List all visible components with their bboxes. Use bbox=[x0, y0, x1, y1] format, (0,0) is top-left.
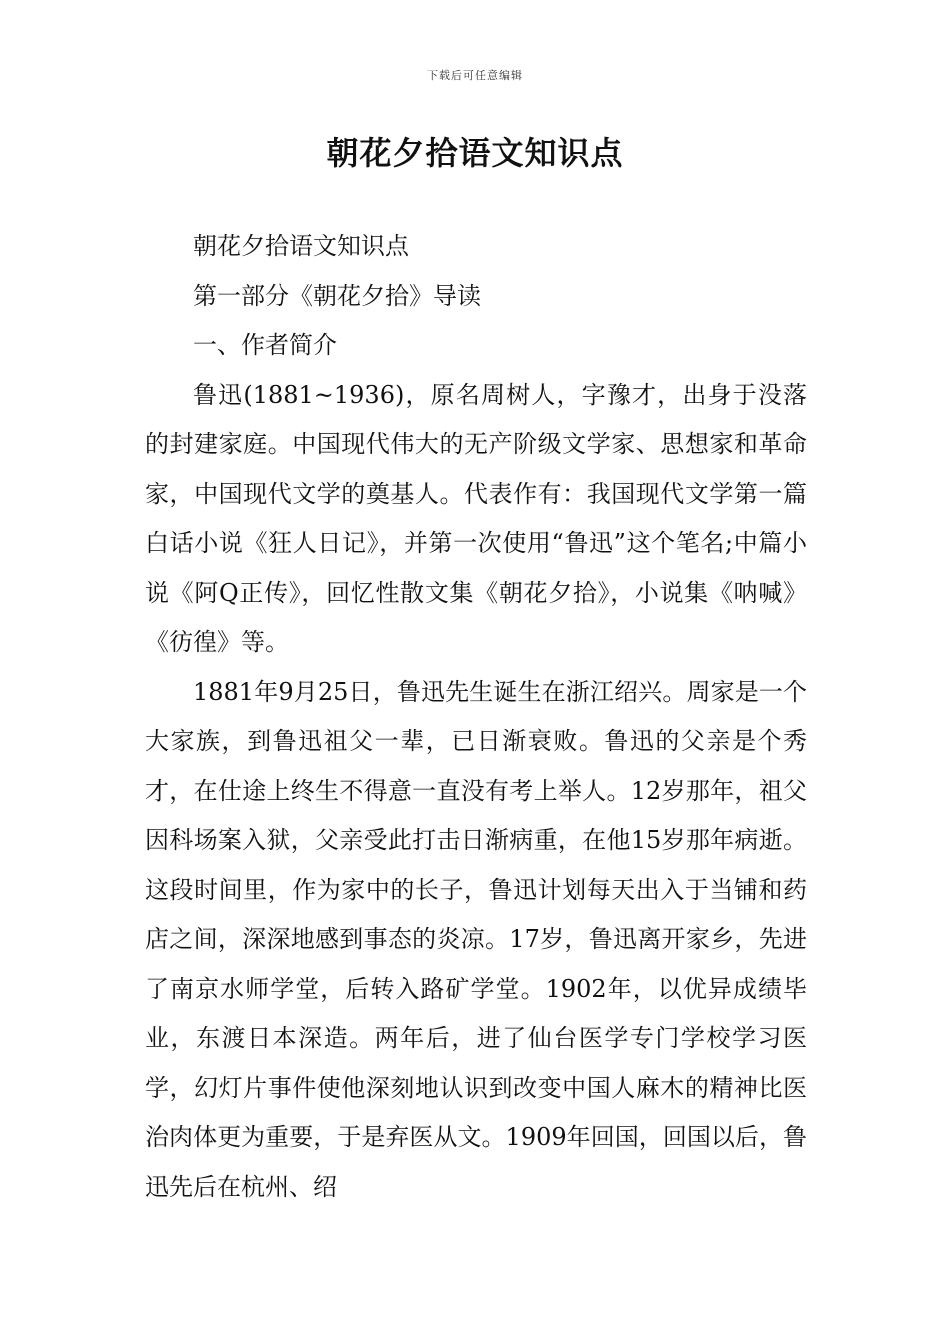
paragraph-subsection-heading: 一、作者简介 bbox=[193, 331, 337, 359]
paragraph-biography: 1881年9月25日，鲁迅先生诞生在浙江绍兴。周家是一个大家族，到鲁迅祖父一辈，已日渐衰败。鲁迅的父亲是个秀才，在仕途上终生不得意一直没有考上举人。12岁那年，祖父因科场案入狱，父亲受此打击日渐病重，在他15岁那年病逝。这段时间里，作为家中的长子，鲁迅计划每天出入于当铺和药店之间，深深地感到事态的炎凉。17岁，鲁迅离开家乡，先进了南京水师学堂，后转入路矿学堂。1902年，以优异成绩毕业，东渡日本深造。两年后，进了仙台医学专门学校学习医学，幻灯片事件使他深刻地认识到改变中国人麻木的精神比医治肉体更为重要，于是弃医从文。1909年回国，回国以后，鲁迅先后在杭州、绍 bbox=[145, 677, 807, 1201]
paragraph-section-heading: 第一部分《朝花夕拾》导读 bbox=[193, 281, 481, 310]
paragraph-author-intro: 鲁迅(1881~1936)，原名周树人，字豫才，出身于没落的封建家庭。中国现代伟大的无产阶级文学家、思想家和革命家，中国现代文学的奠基人。代表作有：我国现代文学第一篇白话小说《狂人日记》，并第一次使用“鲁迅”这个笔名;中篇小说《阿Q正传》，回忆性散文集《朝花夕拾》，小说集《呐喊》《彷徨》等。 bbox=[145, 380, 807, 656]
document-title: 朝花夕拾语文知识点 bbox=[326, 134, 624, 172]
paragraph-subtitle: 朝花夕拾语文知识点 bbox=[193, 232, 409, 260]
header-note: 下载后可任意编辑 bbox=[427, 69, 523, 82]
document-body bbox=[145, 222, 807, 1212]
